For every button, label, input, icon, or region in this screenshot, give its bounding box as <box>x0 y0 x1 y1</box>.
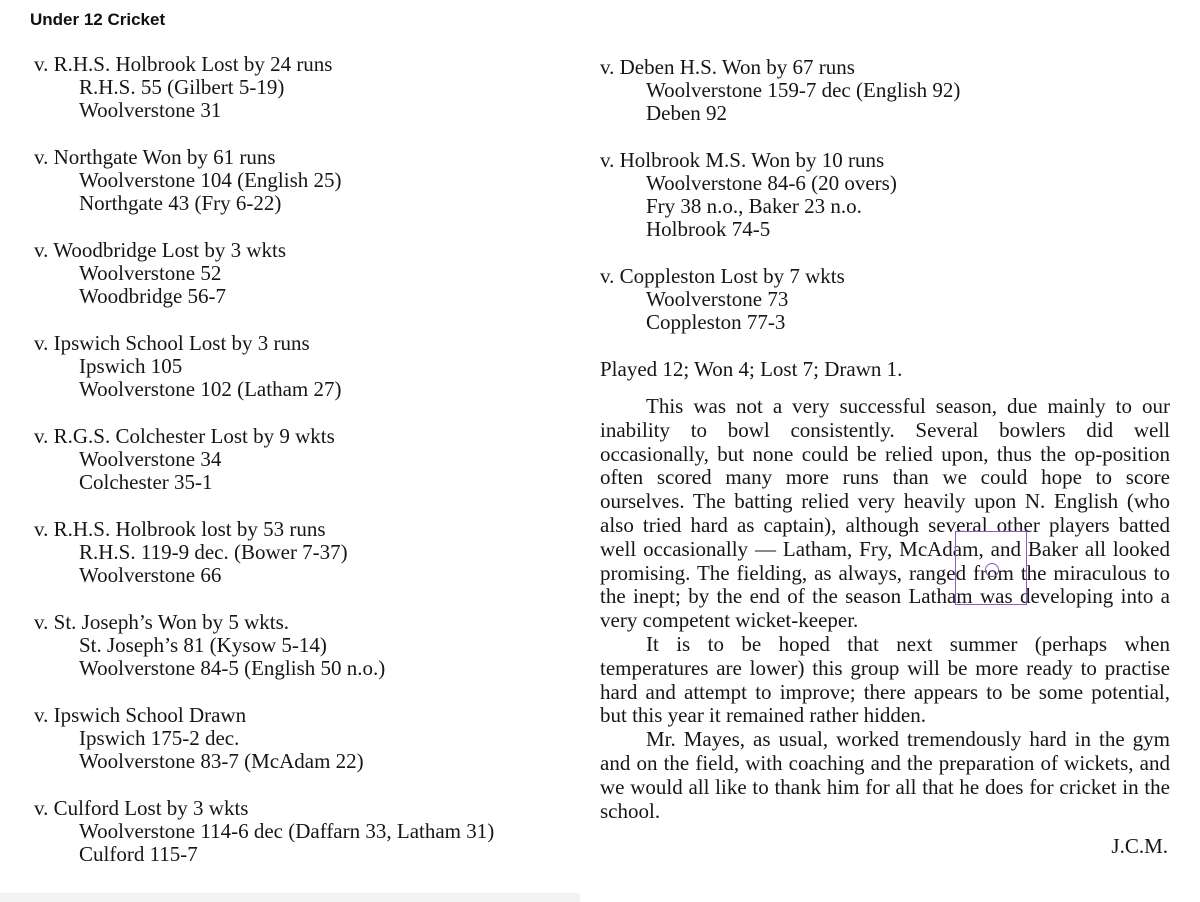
match-result <box>34 146 574 215</box>
score-line: Fry 38 n.o., Baker 23 n.o. <box>646 194 862 218</box>
score-line: St. Joseph’s 81 (Kysow 5-14) <box>79 633 327 657</box>
score-line: Woolverstone 73 <box>646 287 789 311</box>
match-result <box>34 518 574 587</box>
page-heading: Under 12 Cricket <box>30 10 166 29</box>
report-paragraph: This was not a very successful season, due mainly to our inability to bowl consistently. Several bowlers did well occasionally, but none could be relied upon, thus the op-position often scored many more runs than we could hope to score ourselves. The batting relied very heavily upon N. English (who also tried hard as captain), although several other players batted well occasionally — Latham, Fry, McAdam, and Baker all looked promising. The fielding, as always, ranged from the miraculous to the inept; by the end of the season Latham was developing into a very competent wicket-keeper. <box>600 394 1170 633</box>
match-result <box>34 704 574 773</box>
score-line: Woolverstone 104 (English 25) <box>79 168 342 192</box>
score-line: Woolverstone 31 <box>79 98 222 122</box>
page-edge-divider <box>0 893 580 902</box>
score-line: Coppleston 77-3 <box>646 310 786 334</box>
match-result <box>34 239 574 308</box>
score-line: Ipswich 175-2 dec. <box>79 726 240 750</box>
match-title: v. R.H.S. Holbrook Lost by 24 runs <box>34 52 333 76</box>
score-line: Woolverstone 84-5 (English 50 n.o.) <box>79 656 386 680</box>
match-title: v. R.G.S. Colchester Lost by 9 wkts <box>34 424 335 448</box>
score-line: Northgate 43 (Fry 6-22) <box>79 191 282 215</box>
match-title: v. Woodbridge Lost by 3 wkts <box>34 238 287 262</box>
score-line: Holbrook 74-5 <box>646 217 771 241</box>
score-line: Culford 115-7 <box>79 842 198 866</box>
score-line: Woolverstone 114-6 dec (Daffarn 33, Latham 31) <box>79 819 495 843</box>
score-line: Woolverstone 83-7 (McAdam 22) <box>79 749 364 773</box>
match-result <box>34 425 574 494</box>
score-line: Woolverstone 66 <box>79 563 222 587</box>
match-result <box>34 611 574 680</box>
score-line: Ipswich 105 <box>79 354 183 378</box>
report-paragraph: It is to be hoped that next summer (perhaps when temperatures are lower) this group will be more ready to practise hard and attempt to improve; there appears to be some potential, but this year it remained rather hidden. <box>600 631 1170 728</box>
match-title: v. R.H.S. Holbrook lost by 53 runs <box>34 517 326 541</box>
match-result <box>34 53 574 122</box>
match-result <box>34 332 574 401</box>
author-signature: J.C.M. <box>1111 834 1168 859</box>
score-line: Woolverstone 52 <box>79 261 222 285</box>
score-line: Woolverstone 84-6 (20 overs) <box>646 171 897 195</box>
score-line: Woolverstone 102 (Latham 27) <box>79 377 342 401</box>
cursor-circle-icon <box>985 563 999 577</box>
match-title: v. Ipswich School Lost by 3 runs <box>34 331 310 355</box>
match-title: v. St. Joseph’s Won by 5 wkts. <box>34 610 290 634</box>
match-title: v. Coppleston Lost by 7 wkts <box>600 264 845 288</box>
score-line: Woolverstone 34 <box>79 447 222 471</box>
match-title: v. Deben H.S. Won by 67 runs <box>600 55 855 79</box>
match-title: v. Holbrook M.S. Won by 10 runs <box>600 148 885 172</box>
score-line: R.H.S. 119-9 dec. (Bower 7-37) <box>79 540 348 564</box>
score-line: Woodbridge 56-7 <box>79 284 227 308</box>
score-line: Deben 92 <box>646 101 728 125</box>
score-line: R.H.S. 55 (Gilbert 5-19) <box>79 75 285 99</box>
season-summary: Played 12; Won 4; Lost 7; Drawn 1. <box>600 357 903 381</box>
report-paragraph: Mr. Mayes, as usual, worked tremendously hard in the gym and on the field, with coaching and the preparation of wickets, and we would all like to thank him for all that he does for cricket in the school. <box>600 727 1170 823</box>
right-column <box>600 56 1170 858</box>
match-result <box>600 265 1170 334</box>
match-result <box>600 56 1170 125</box>
match-title: v. Ipswich School Drawn <box>34 703 247 727</box>
match-title: v. Northgate Won by 61 runs <box>34 145 276 169</box>
match-title: v. Culford Lost by 3 wkts <box>34 796 249 820</box>
score-line: Colchester 35-1 <box>79 470 213 494</box>
match-result <box>600 149 1170 241</box>
left-column <box>34 53 574 890</box>
match-result <box>34 797 574 866</box>
score-line: Woolverstone 159-7 dec (English 92) <box>646 78 961 102</box>
